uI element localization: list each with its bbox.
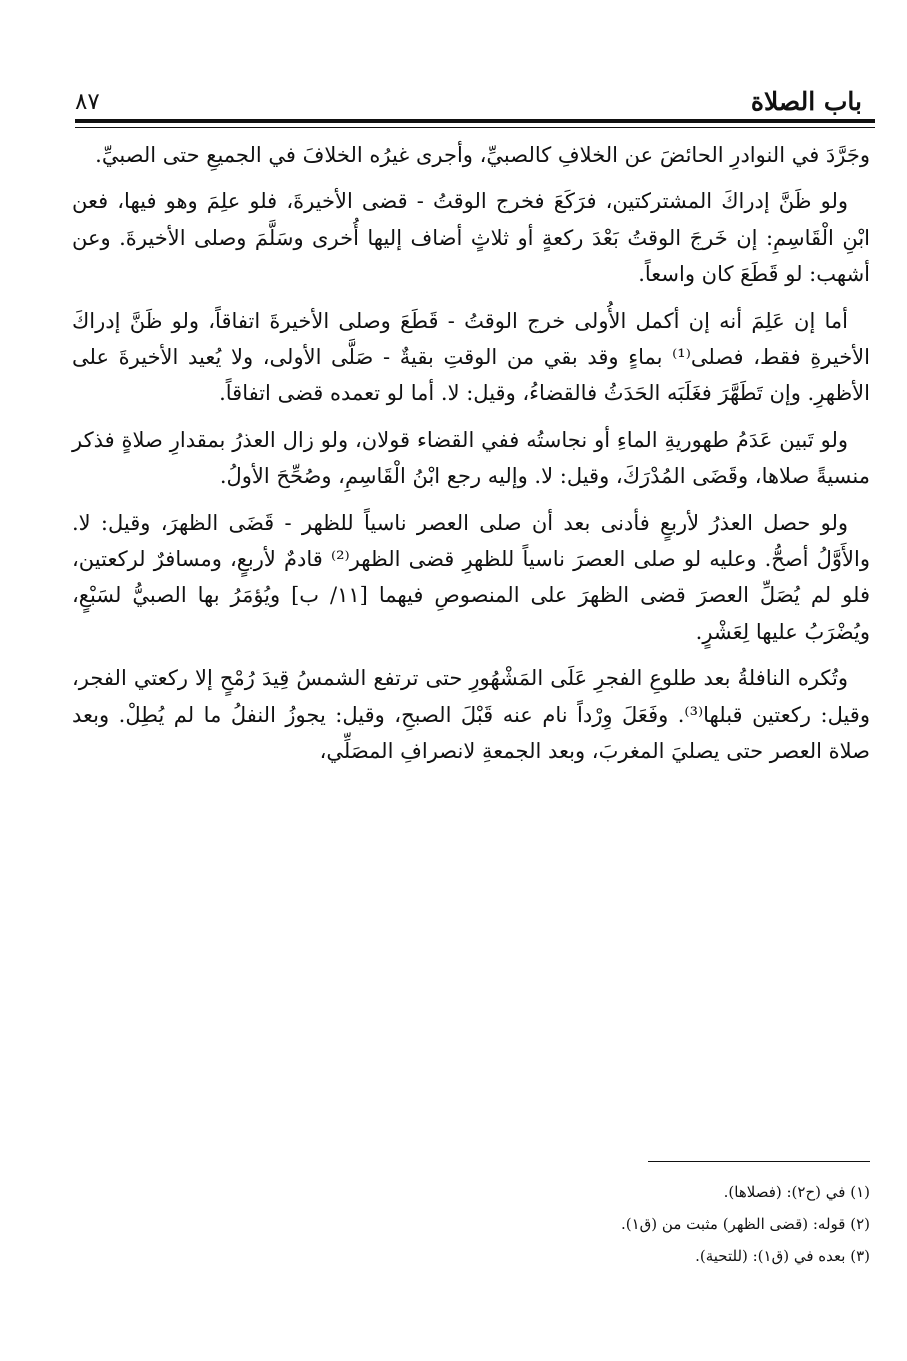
paragraph: ولو ظَنَّ إدراكَ المشتركتين، فرَكَعَ فخرج الوقتُ - قضى الأخيرةَ، فلو علِمَ وهو فيها، فعن ابْنِ الْقَاسِمِ: إن خَرجَ الوقتُ بَعْدَ ركعةٍ أو ثلاثٍ أضاف إليها أُخرى وسَلَّمَ وصلى الأخيرةَ. وعن أشهب: لو قَطَعَ كان واسعاً. bbox=[72, 189, 870, 287]
footnote: (٢) قوله: (قضى الظهر) مثبت من (ق١). bbox=[620, 1215, 870, 1233]
header-rule-thick bbox=[75, 119, 875, 123]
paragraph: وتُكره النافلةُ بعد طلوعِ الفجرِ عَلَى المَشْهُورِ حتى ترتفع الشمسُ قِيدَ رُمْحٍ إلا ركعتي الفجر، وقيل: ركعتين قبلها⁽³⁾. وفَعَلَ وِرْداً نام عنه قَبْلَ الصبحِ، وقيل: يجوزُ النفلُ ما لم يُطِلْ. وبعد صلاة العصر حتى يصليَ المغربَ، وبعد الجمعةِ لانصرافِ المصَلِّي، bbox=[72, 666, 870, 764]
header-rule-thin bbox=[75, 127, 875, 128]
footnote-separator bbox=[648, 1161, 870, 1162]
page-number: ٨٧ bbox=[75, 89, 100, 115]
paragraph: أما إن عَلِمَ أنه إن أكمل الأُولى خرج الوقتُ - قَطَعَ وصلى الأخيرةَ اتفاقاً، ولو ظَنَّ إدراكَ الأخيرةِ فقط، فصلى⁽¹⁾ بماءٍ وقد بقي من الوقتِ بقيةٌ - صَلَّى الأولى، ولا يُعيد الأخيرةَ على الأظهرِ. وإن تَطَهَّرَ فغَلَبَه الحَدَثُ فالقضاءُ، وقيل: لا. أما لو تعمده قضى اتفاقاً. bbox=[72, 308, 870, 406]
paragraph: ولو حصل العذرُ لأربعٍ فأدنى بعد أن صلى العصر ناسياً للظهر - قَضَى الظهرَ، وقيل: لا. والأَوَّلُ أصحُّ. وعليه لو صلى العصرَ ناسياً للظهرِ قضى الظهر⁽²⁾ قادمٌ لأربعٍ، ومسافرٌ لركعتين، فلو لم يُصَلِّ العصرَ قضى الظهرَ على المنصوصِ فيهما [١١/ ب] ويُؤمَرُ بها الصبيُّ لسَبْعٍ، ويُضْرَبُ عليها لِعَشْرٍ. bbox=[72, 510, 871, 644]
running-head bbox=[75, 78, 862, 114]
footnote: (٣) بعده في (ق١): (للتحية). bbox=[695, 1247, 870, 1265]
footnotes bbox=[300, 1176, 870, 1272]
footnote: (١) في (ح٢): (فصلاها). bbox=[723, 1183, 870, 1201]
body-text bbox=[72, 137, 870, 780]
chapter-title: باب الصلاة bbox=[750, 87, 862, 116]
paragraph: ولو تَبين عَدَمُ طهوريةِ الماءِ أو نجاستُه ففي القضاء قولان، ولو زال العذرُ بمقدارِ صلاةٍ فذكر منسيةً صلاها، وقَضَى المُدْرَكَ، وقيل: لا. وإليه رجع ابْنُ الْقَاسِمِ، وصُحِّحَ الأولُ. bbox=[72, 427, 870, 489]
paragraph: وجَرَّدَ في النوادرِ الحائضَ عن الخلافِ كالصبيِّ، وأجرى غيرُه الخلافَ في الجميعِ حتى الصبيِّ. bbox=[95, 143, 870, 167]
